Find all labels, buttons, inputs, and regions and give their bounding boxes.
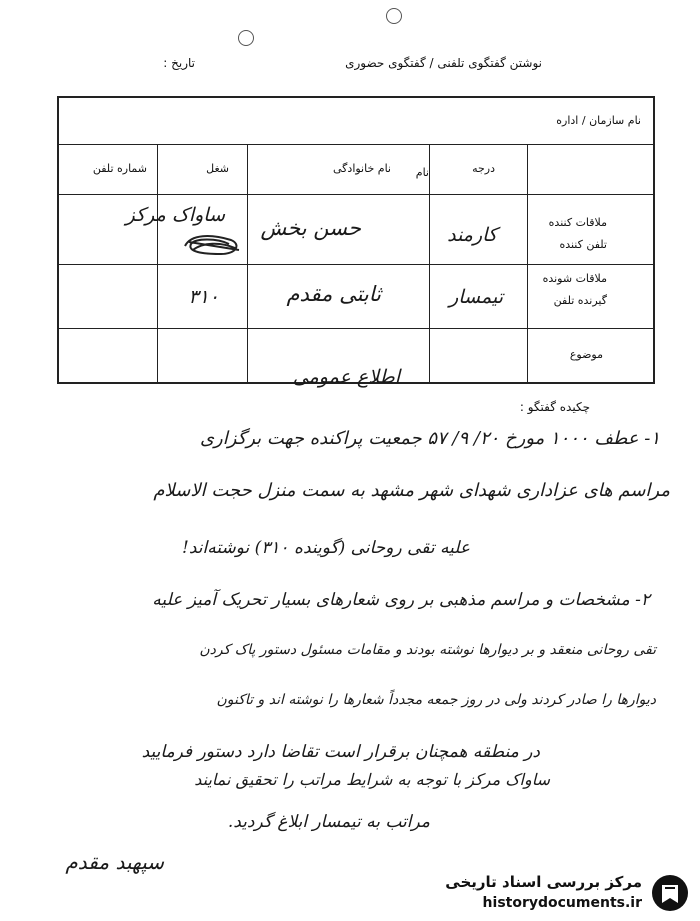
subject-value: اطلاع عمومی: [292, 366, 400, 388]
body-line: تقی روحانی منعقد و بر دیوارها نوشته بودند و مقامات مسئول دستور پاک کردن: [199, 642, 656, 658]
body-line: مراسم های عزاداری شهدای شهر مشهد به سمت منزل حجت الاسلام: [153, 480, 670, 501]
body-line: ۲- مشخصات و مراسم مذهبی بر روی شعارهای بسیار تحریک آمیز علیه: [152, 590, 650, 610]
signature: سپهبد مقدم: [65, 850, 164, 874]
subject-label: موضوع: [569, 348, 603, 361]
column-rank: درجه: [472, 162, 495, 175]
visited-name: ثابتی مقدم: [286, 282, 381, 306]
visitor-rank: کارمند: [447, 224, 497, 246]
column-name: نام: [415, 166, 429, 179]
watermark-url: historydocuments.ir: [482, 895, 642, 911]
body-line: مراتب به تیمسار ابلاغ گردید.: [227, 812, 430, 832]
punch-hole-icon: [386, 8, 402, 24]
body-line: ۱- عطف ۱۰۰۰ مورخ ۲۰/ ۹/ ۵۷ جمعیت پراکنده جهت برگزاری: [199, 428, 660, 449]
org-label: نام سازمان / اداره: [556, 114, 641, 127]
visited-label: ملاقات شونده: [542, 272, 607, 285]
caller-label: تلفن کننده: [559, 238, 607, 251]
column-job: شغل: [206, 162, 229, 175]
summary-label: چکیده گفتگو :: [519, 400, 590, 414]
punch-hole-icon: [238, 30, 254, 46]
watermark-logo: [414, 871, 694, 917]
visitor-name: حسن بخش: [260, 216, 361, 240]
visitor-job: ساواک مرکز: [125, 204, 225, 226]
archive-logo-icon: [650, 873, 690, 913]
body-line: ساواک مرکز با توجه به شرایط مراتب را تحقیق نمایند: [194, 770, 550, 789]
visited-job: ۳۱۰: [188, 286, 219, 308]
visited-rank: تیمسار: [449, 286, 503, 308]
body-line: علیه تقی روحانی (گوینده ۳۱۰) نوشته‌اند!: [182, 538, 470, 558]
receiver-label: گیرنده تلفن: [553, 294, 607, 307]
scribble-icon: [181, 232, 243, 258]
date-label: تاریخ :: [163, 56, 195, 70]
form-table: [57, 96, 655, 384]
body-line: دیوارها را صادر کردند ولی در روز جمعه مجدداً شعارها را نوشته اند و تاکنون: [216, 692, 656, 708]
column-family: نام خانوادگی: [333, 162, 391, 175]
form-title: نوشتن گفتگوی تلفنی / گفتگوی حضوری: [345, 56, 542, 70]
watermark-title: مرکز بررسی اسناد تاریخی: [445, 873, 642, 891]
column-phone: شماره تلفن: [92, 162, 147, 175]
visitor-label: ملاقات کننده: [548, 216, 607, 229]
body-line: در منطقه همچنان برقرار است تقاضا دارد دستور فرمایید: [141, 742, 540, 762]
